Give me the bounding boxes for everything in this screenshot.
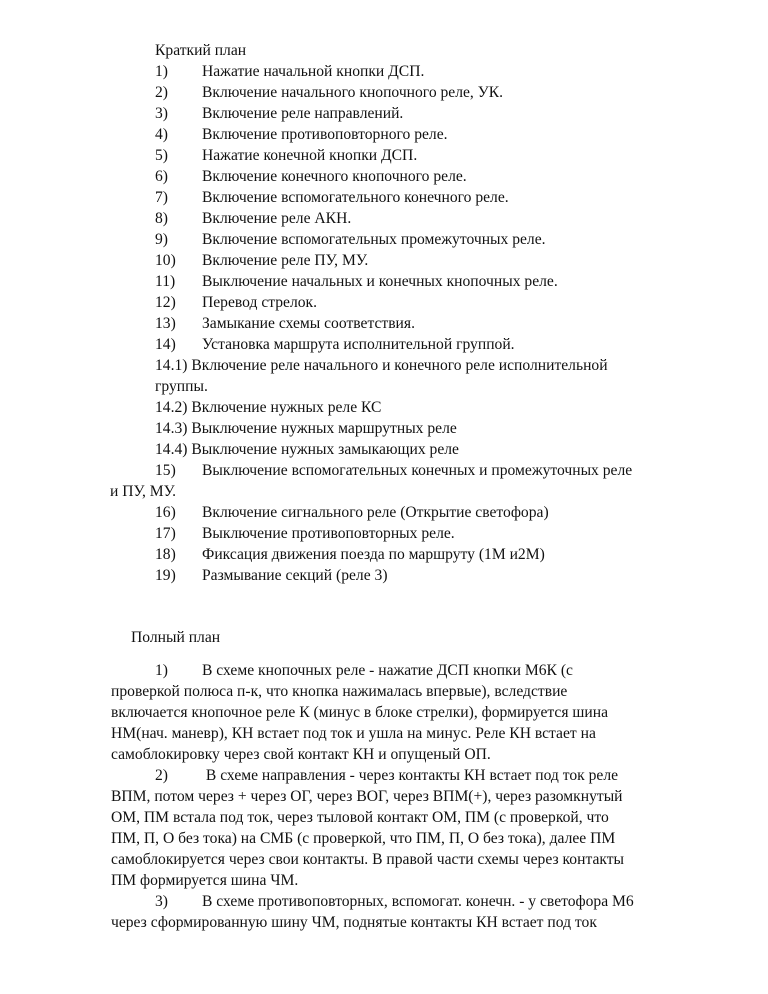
subitem-14-1: 14.1) Включение реле начального и конечного реле исполнительной [155,357,608,374]
paragraph-text: проверкой полюса п-к, что кнопка нажималась впервые), вследствие [111,683,568,700]
paragraph-text: через сформированную шину ЧМ, поднятые контакты КН встает под ток [111,914,597,931]
paragraph-text: ОМ, ПМ встала под ток, через тыловой контакт ОМ, ПМ (с проверкой, что [111,809,609,826]
item-text: Нажатие конечной кнопки ДСП. [202,147,418,164]
item-number: 11) [155,273,176,290]
item-number: 17) [155,525,176,542]
item-number: 1) [155,63,168,80]
item-number: 3) [155,105,168,122]
item-number: 4) [155,126,168,143]
item-text: Включение начального кнопочного реле, УК. [202,84,504,101]
item-text: Выключение противоповторных реле. [202,525,455,542]
item-number: 12) [155,294,176,311]
item-text: Нажатие начальной кнопки ДСП. [202,63,425,80]
item-number: 9) [155,231,168,248]
item-number: 7) [155,189,168,206]
subitem-14-3: 14.3) Выключение нужных маршрутных реле [155,420,457,437]
item-number: 10) [155,252,176,269]
item-number: 18) [155,546,176,563]
subitem-14-1-continuation: группы. [155,378,208,395]
item-number: 2) [155,84,168,101]
item-text: Выключение начальных и конечных кнопочных реле. [202,273,558,290]
item-number: 8) [155,210,168,227]
paragraph-number: 1) [155,662,168,679]
subitem-14-4: 14.4) Выключение нужных замыкающих реле [155,441,459,458]
item-text: Включение реле направлений. [202,105,404,122]
item-number: 5) [155,147,168,164]
item-number: 15) [155,462,176,479]
paragraph-text: В схеме направления - через контакты КН встает под ток реле [202,767,619,784]
paragraph-text: НМ(нач. маневр), КН встает под ток и ушла на минус. Реле КН встает на [111,725,596,742]
paragraph-text: включается кнопочное реле К (минус в блоке стрелки), формируется шина [111,704,609,721]
item-text: Выключение вспомогательных конечных и промежуточных реле [202,462,633,479]
item-text: Включение сигнального реле (Открытие светофора) [202,504,549,521]
paragraph-number: 2) [155,767,168,784]
item-text: Фиксация движения поезда по маршруту (1М и2М) [202,546,545,563]
item-text: Размывание секций (реле 3) [202,567,388,584]
item-text: Включение вспомогательного конечного реле. [202,189,509,206]
item-number: 13) [155,315,176,332]
paragraph-text: ПМ, П, О без тока) на СМБ (с проверкой, что ПМ, П, О без тока), далее ПМ [111,830,616,847]
item-text: Включение реле АКН. [202,210,352,227]
paragraph-text: В схеме кнопочных реле - нажатие ДСП кнопки М6К (с [202,662,573,679]
paragraph-text: самоблокировку через свой контакт КН и опущеный ОП. [111,746,491,763]
full-plan-title: Полный план [131,629,221,646]
item-number: 14) [155,336,176,353]
item-text: Включение реле ПУ, МУ. [202,252,369,269]
short-plan-title: Краткий план [155,42,247,59]
item-text: Включение вспомогательных промежуточных реле. [202,231,546,248]
paragraph-text: В схеме противоповторных, вспомогат. конечн. - у светофора М6 [202,893,634,910]
subitem-14-2: 14.2) Включение нужных реле КС [155,399,382,416]
item-text: Установка маршрута исполнительной группой. [202,336,515,353]
item-number: 19) [155,567,176,584]
item-number: 6) [155,168,168,185]
paragraph-text: ВПМ, потом через + через ОГ, через ВОГ, через ВПМ(+), через разомкнутый [111,788,623,805]
paragraph-number: 3) [155,893,168,910]
item-text: Замыкание схемы соответствия. [202,315,415,332]
item-text: Включение конечного кнопочного реле. [202,168,467,185]
paragraph-text: самоблокируется через свои контакты. В правой части схемы через контакты [111,851,625,868]
item-text: Включение противоповторного реле. [202,126,448,143]
item-number: 16) [155,504,176,521]
item-text: Перевод стрелок. [202,294,318,311]
paragraph-text: ПМ формируется шина ЧМ. [111,872,299,889]
item-15-continuation: и ПУ, МУ. [110,483,177,500]
